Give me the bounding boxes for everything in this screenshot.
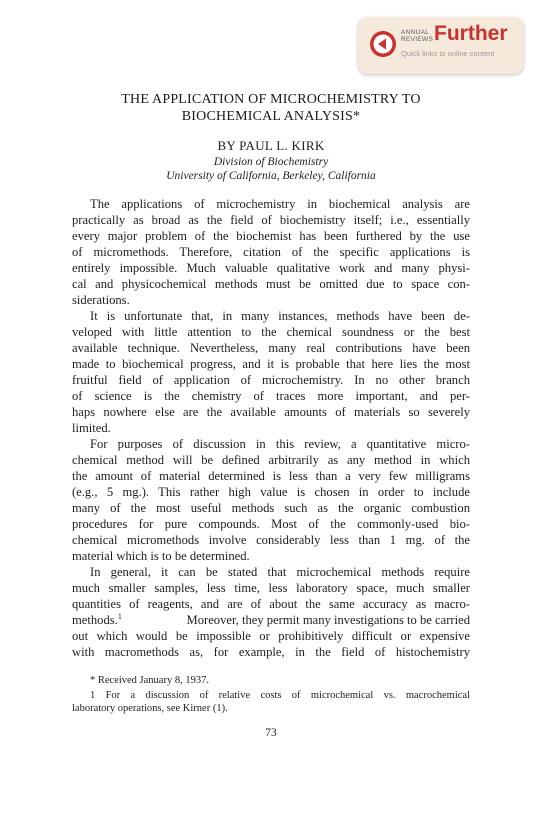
body-line: the amount of material determined is less than a very few milligrams (72, 469, 470, 483)
annual-reviews-further-badge[interactable] (358, 17, 524, 74)
body-line: with macromethods as, for example, in the field of histochemistry (72, 645, 470, 659)
footnote-marker: 1 (117, 611, 122, 621)
body-line: of micromethods. Therefore, citation of the specific applications is (72, 245, 470, 259)
body-line: In general, it can be stated that microchemical methods require (90, 565, 470, 579)
received-date-footnote: * Received January 8, 1937. (90, 675, 209, 686)
body-line: haps nowhere else are the available amounts of materials so severely (72, 405, 470, 419)
badge-tagline: Quick links to online content (401, 49, 495, 58)
body-line: veloped with little attention to the chemical soundness or the best (72, 325, 470, 339)
body-line: made to biochemical progress, and it is probable that here lies the most (72, 357, 470, 371)
body-line-fragment (72, 612, 122, 628)
footnote-1-line-1: 1 For a discussion of relative costs of microchemical vs. macrochemical (90, 690, 470, 701)
page-number: 73 (265, 727, 277, 739)
body-line: every major problem of the biochemist has been furthered by the use (72, 229, 470, 243)
body-line: chemical micromethods involve considerably less than 1 mg. of the (72, 533, 470, 547)
body-line: (e.g., 5 mg.). This rather high value is chosen in order to include (72, 485, 470, 499)
body-line: siderations. (72, 293, 130, 307)
body-line: cal and physicochemical methods must be omitted due to space con- (72, 277, 470, 291)
body-line: For purposes of discussion in this review, a quantitative micro- (90, 437, 470, 451)
article-title-line-1: THE APPLICATION OF MICROCHEMISTRY TO (121, 92, 421, 107)
body-line: fruitful field of application of microchemistry. In no other branch (72, 373, 470, 387)
badge-annual-text: ANNUAL (401, 29, 430, 36)
body-line: available technique. Nevertheless, many real contributions have been (72, 341, 470, 355)
body-line: material which is to be determined. (72, 549, 250, 563)
body-line: chemical method will be defined arbitrarily as any method in which (72, 453, 470, 467)
body-line (72, 612, 470, 628)
affiliation-division: Division of Biochemistry (213, 156, 329, 168)
body-line: entirely impossible. Much valuable qualitative work and many physi- (72, 261, 470, 275)
body-line: many of the most useful methods such as the organic combustion (72, 501, 470, 515)
footnote-1-line-2: laboratory operations, see Kirner (1). (72, 703, 228, 714)
body-line: limited. (72, 421, 111, 435)
badge-further-text: Further (434, 22, 508, 45)
body-line: of science is the chemistry of traces more important, and per- (72, 389, 470, 403)
body-line: The applications of microchemistry in biochemical analysis are (90, 197, 470, 211)
body-line: It is unfortunate that, in many instances, methods have been de- (90, 309, 470, 323)
body-line: quantities of reagents, and are of about the same accuracy as macro- (72, 597, 470, 611)
article-title-line-2: BIOCHEMICAL ANALYSIS* (181, 109, 361, 124)
body-line: procedures for pure compounds. Most of the commonly-used bio- (72, 517, 470, 531)
body-line: practically as broad as the field of biochemistry itself; i.e., essentially (72, 213, 470, 227)
affiliation-university: University of California, Berkeley, California (166, 170, 376, 182)
author-byline (0, 138, 542, 154)
body-text: methods. (72, 613, 118, 627)
byline-text: BY PAUL L. KIRK (217, 138, 325, 153)
badge-reviews-text: REVIEWS (401, 36, 434, 43)
play-arrow-circle-icon (369, 30, 397, 58)
body-line: much smaller samples, less time, less laboratory space, much smaller (72, 581, 470, 595)
body-line: out which would be impossible or prohibitively difficult or expensive (72, 629, 470, 643)
body-line-fragment: Moreover, they permit many investigations to be carried (186, 613, 470, 627)
